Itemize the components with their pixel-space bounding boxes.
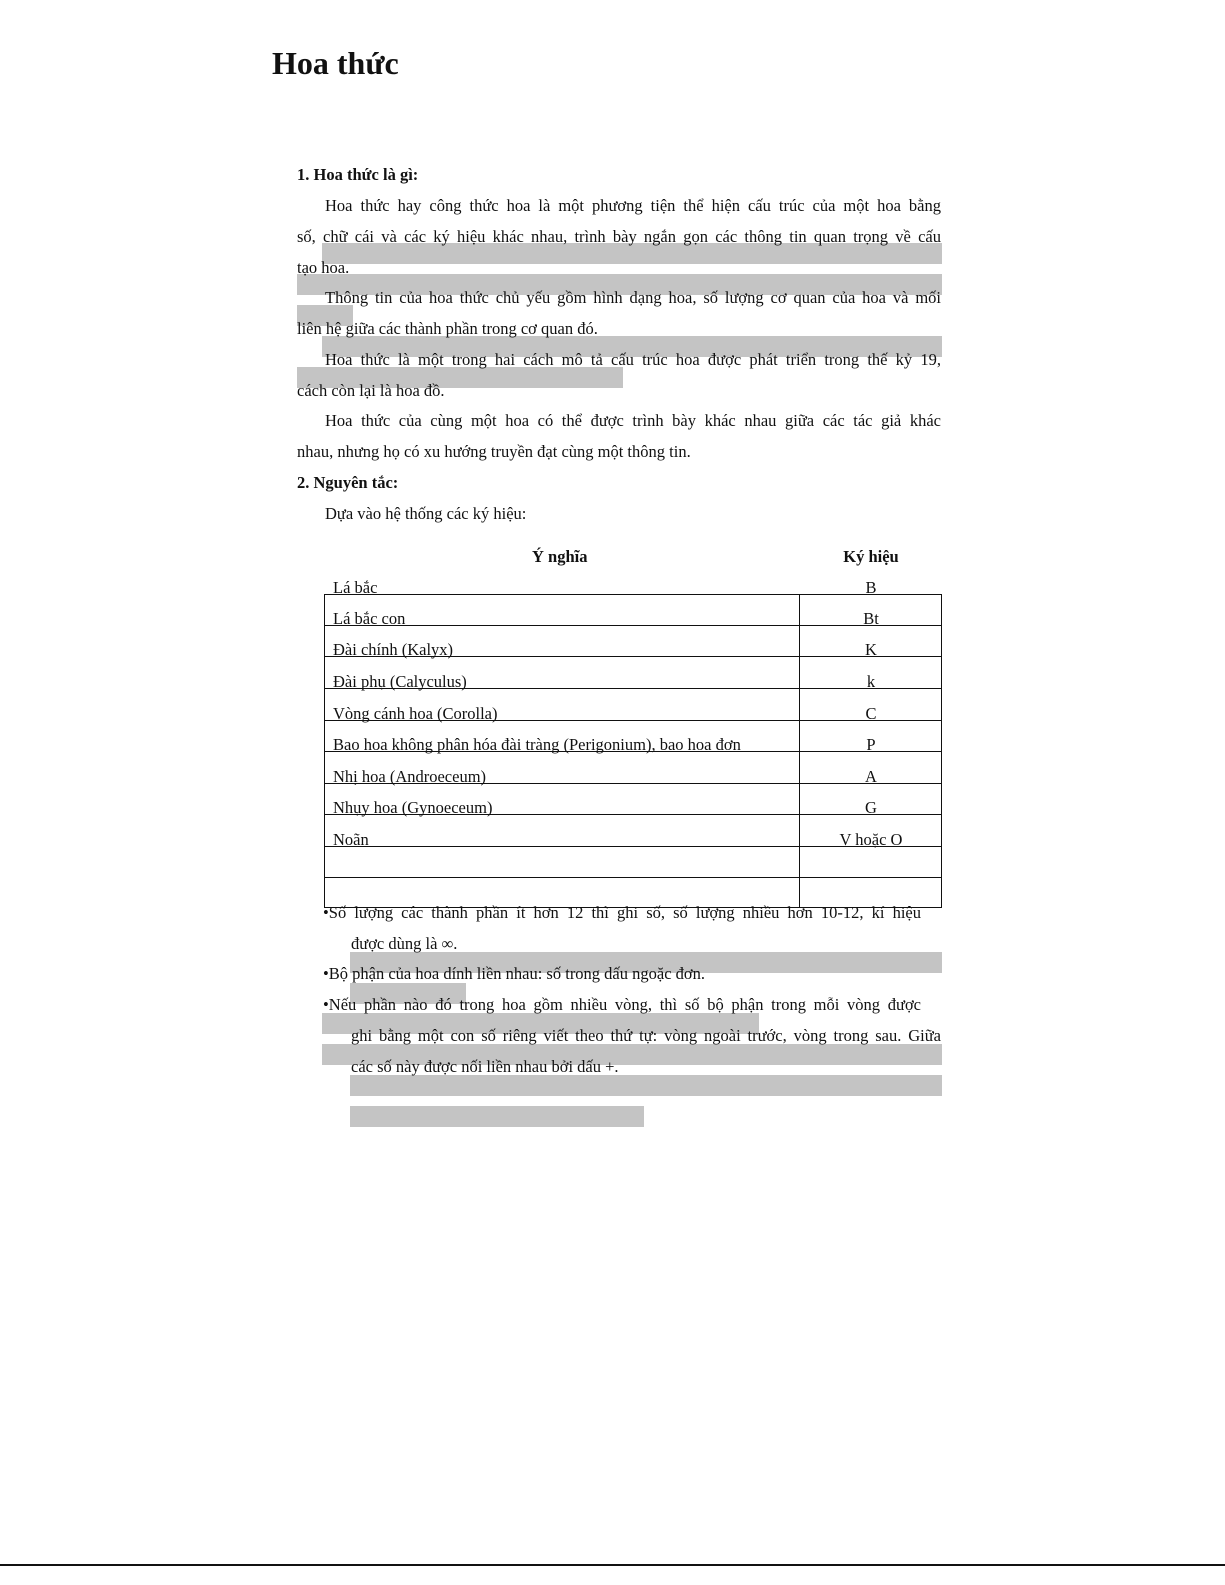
table-cell-symbol: A [865, 767, 877, 786]
table-cell-symbol: B [865, 578, 877, 597]
table-rule [324, 594, 325, 908]
page-bottom-rule [0, 1564, 1225, 1566]
paragraph-line: Hoa thức hay công thức hoa là một phương tiện thể hiện cấu trúc của một hoa bằng [325, 196, 941, 215]
table-cell-symbol: C [865, 704, 877, 723]
bullet-line: •Số lượng các thành phần ít hơn 12 thì ghi số, số lượng nhiều hơn 10-12, kí hiệu [323, 903, 921, 922]
paragraph-line: Hoa thức của cùng một hoa có thể được trình bày khác nhau giữa các tác giả khác [325, 411, 941, 430]
bullet-line: •Bộ phận của hoa dính liền nhau: số trong dấu ngoặc đơn. [323, 964, 706, 983]
table-cell-meaning: Nhụy hoa (Gynoeceum) [333, 798, 493, 817]
table-cell-meaning: Noãn [333, 830, 369, 849]
table-cell-meaning: Nhị hoa (Androeceum) [333, 767, 487, 786]
paragraph-line: Thông tin của hoa thức chủ yếu gồm hình dạng hoa, số lượng cơ quan của hoa và mối [325, 288, 941, 307]
highlight-bar [350, 1106, 644, 1127]
table-cell-symbol: k [866, 672, 876, 691]
paragraph-line: tạo hoa. [297, 258, 350, 277]
table-header-meaning: Ý nghĩa [532, 547, 588, 566]
table-header-symbol: Ký hiệu [843, 547, 899, 566]
page-title: Hoa thức [272, 45, 399, 81]
bullet-line: •Nếu phần nào đó trong hoa gồm nhiều vòng, thì số bộ phận trong mỗi vòng được [323, 995, 921, 1014]
paragraph-line: Hoa thức là một trong hai cách mô tả cấu trúc hoa được phát triển trong thế kỷ 19, [325, 350, 941, 369]
table-rule [324, 877, 942, 878]
table-cell-symbol: V hoặc O [839, 830, 903, 849]
table-cell-meaning: Lá bắc [333, 578, 378, 597]
table-cell-meaning: Đài phụ (Calyculus) [333, 672, 467, 691]
table-cell-meaning: Bao hoa không phân hóa đài tràng (Perigonium), bao hoa đơn [333, 735, 741, 754]
paragraph-line: liên hệ giữa các thành phần trong cơ quan đó. [297, 319, 598, 338]
bullet-line: ghi bằng một con số riêng viết theo thứ tự: vòng ngoài trước, vòng trong sau. Giữa [351, 1026, 941, 1045]
table-cell-symbol: P [866, 735, 876, 754]
section-heading-2: 2. Nguyên tắc: [297, 473, 399, 492]
table-cell-symbol: K [865, 640, 877, 659]
paragraph-line: cách còn lại là hoa đồ. [297, 381, 445, 400]
bullet-line: được dùng là ∞. [351, 934, 458, 953]
bullet-line: các số này được nối liền nhau bởi dấu +. [351, 1057, 619, 1076]
table-cell-meaning: Đài chính (Kalyx) [333, 640, 454, 659]
paragraph-line: số, chữ cái và các ký hiệu khác nhau, trình bày ngắn gọn các thông tin quan trọng về cấu [297, 227, 941, 246]
section-heading-1: 1. Hoa thức là gì: [297, 165, 419, 184]
paragraph-line: nhau, nhưng họ có xu hướng truyền đạt cùng một thông tin. [297, 442, 691, 461]
table-cell-symbol: Bt [863, 609, 879, 628]
section-intro: Dựa vào hệ thống các ký hiệu: [325, 504, 527, 523]
table-cell-meaning: Vòng cánh hoa (Corolla) [333, 704, 498, 723]
table-cell-meaning: Lá bắc con [333, 609, 406, 628]
table-cell-symbol: G [865, 798, 877, 817]
